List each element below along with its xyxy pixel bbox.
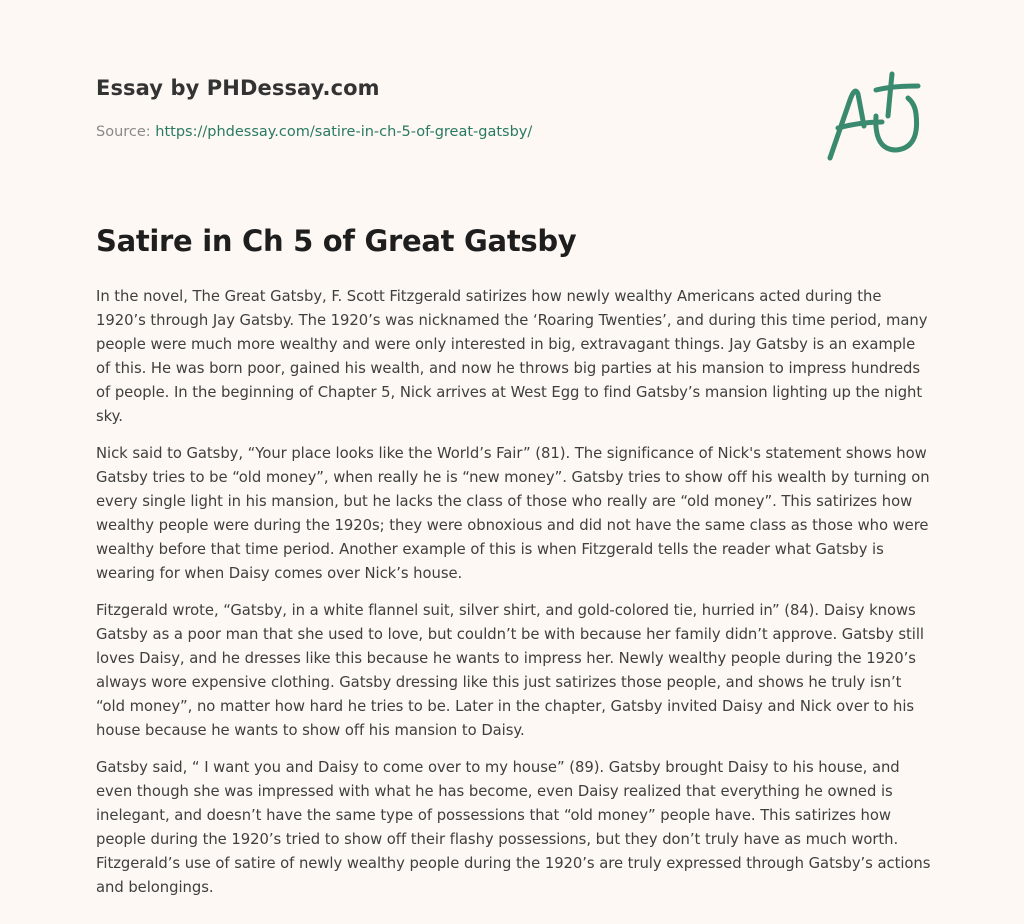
essay-paragraph: Fitzgerald wrote, “Gatsby, in a white flannel suit, silver shirt, and gold-colored tie, hurried in” (84). Daisy knows Gatsby as a poor man that she used to love, but couldn’t be with because her family didn’t approve. Gatsby still loves Daisy, and he dresses like this because he wants to impress her. Newly wealthy people during the 1920’s always wore expensive clothing. Gatsby dressing like this just satirizes those people, and shows he truly isn’t “old money”, no matter how hard he tries to be. Later in the chapter, Gatsby invited Daisy and Nick over to his house because he wants to show off his mansion to Daisy. <box>96 602 924 739</box>
source-line <box>96 124 532 140</box>
essay-paragraph: In the novel, The Great Gatsby, F. Scott Fitzgerald satirizes how newly wealthy Americans acted during the 1920’s through Jay Gatsby. The 1920’s was nicknamed the ‘Roaring Twenties’, and during this time period, many people were much more wealthy and were only interested in big, extravagant things. Jay Gatsby is an example of this. He was born poor, gained his wealth, and now he throws big parties at his mansion to impress hundreds of people. In the beginning of Chapter 5, Nick arrives at West Egg to find Gatsby’s mansion lighting up the night sky. <box>96 288 928 425</box>
essay-paragraph: Gatsby said, “ I want you and Daisy to come over to my house” (89). Gatsby brought Daisy to his house, and even though she was impressed with what he has become, even Daisy realized that everything he owned is inelegant, and doesn’t have the same type of possessions that “old money” people have. This satirizes how people during the 1920’s tried to show off their flashy possessions, but they don’t truly have as much worth. Fitzgerald’s use of satire of newly wealthy people during the 1920’s are truly expressed through Gatsby’s actions and belongings. <box>96 759 931 896</box>
essay-paragraph: Nick said to Gatsby, “Your place looks like the World’s Fair” (81). The significance of Nick's statement shows how Gatsby tries to be “old money”, when really he is “new money”. Gatsby tries to show off his wealth by turning on every single light in his mansion, but he lacks the class of those who really are “old money”. This satirizes how wealthy people were during the 1920s; they were obnoxious and did not have the same class as those who were wealthy before that time period. Another example of this is when Fitzgerald tells the reader what Gatsby is wearing for when Daisy comes over Nick’s house. <box>96 445 930 582</box>
source-label: Source: <box>96 124 156 140</box>
a-plus-grade-icon <box>820 66 930 166</box>
site-brand: Essay by PHDessay.com <box>96 76 380 100</box>
essay-title: Satire in Ch 5 of Great Gatsby <box>96 224 577 258</box>
source-link[interactable]: https://phdessay.com/satire-in-ch-5-of-great-gatsby/ <box>155 124 533 140</box>
essay-body <box>96 285 932 913</box>
